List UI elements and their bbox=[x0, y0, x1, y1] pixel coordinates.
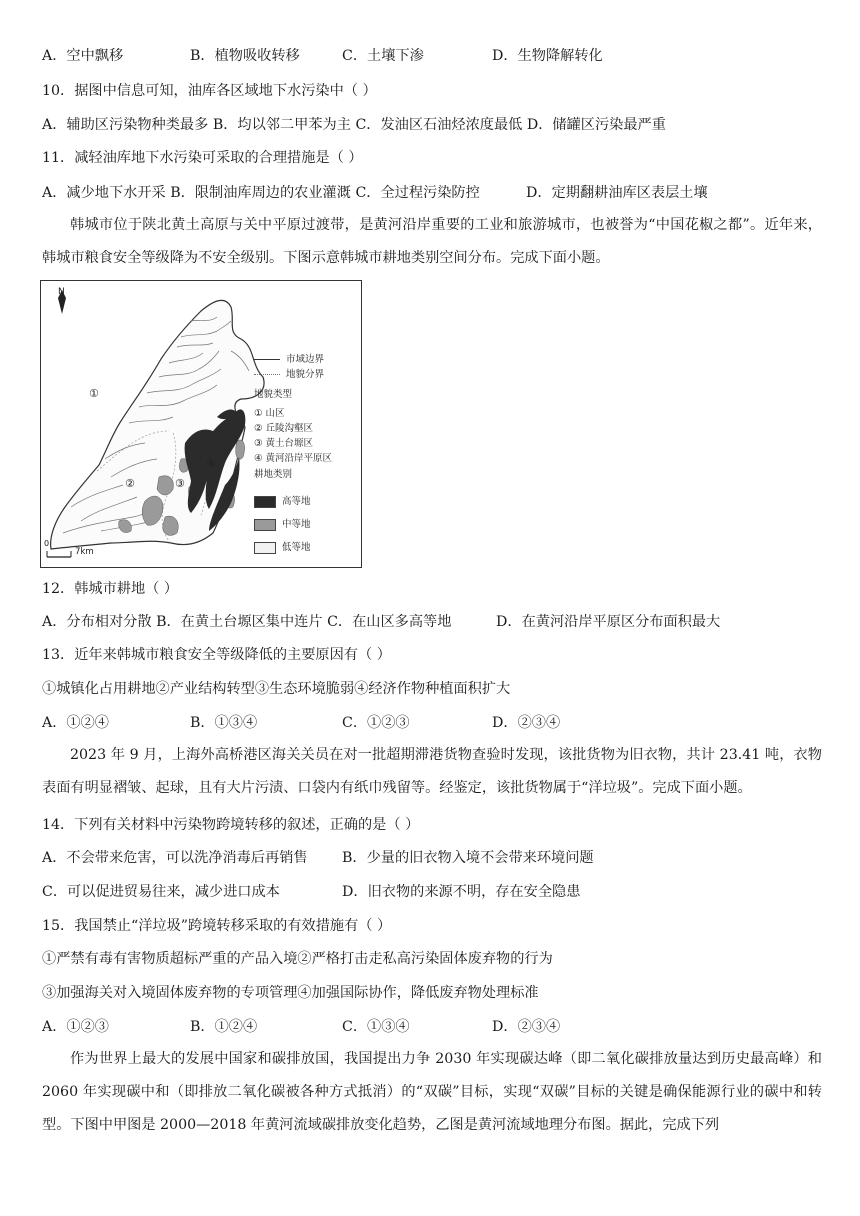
passage-foreign-garbage: 2023 年 9 月，上海外高桥港区海关关员在对一批超期滞港货物查验时发现，该批货物为旧衣物，共计 23.41 吨，衣物表面有明显褶皱、起球，且有大片污渍、口袋内有纸巾残留等。经鉴定，该批货物属于“洋垃圾”。完成下面小题。 bbox=[42, 747, 822, 796]
q12-option-d: D．在黄河沿岸平原区分布面积最大 bbox=[496, 614, 721, 630]
q13-items: ①城镇化占用耕地②产业结构转型③生态环境脆弱④经济作物种植面积扩大 bbox=[42, 681, 511, 697]
q10-stem: 10．据图中信息可知，油库各区域地下水污染中（ ） bbox=[42, 83, 377, 99]
q12-stem: 12．韩城市耕地（ ） bbox=[42, 581, 179, 597]
scale-label: 7km bbox=[75, 547, 94, 557]
q15-option-d: D．②③④ bbox=[492, 1019, 561, 1035]
q15-option-c: C．①③④ bbox=[342, 1019, 410, 1035]
q12-options-abc: A．分布相对分散 B．在黄土台塬区集中连片 C．在山区多高等地 bbox=[42, 614, 452, 630]
q14-option-c: C．可以促进贸易往来，减少进口成本 bbox=[42, 884, 280, 900]
q14-option-d: D．旧衣物的来源不明，存在安全隐患 bbox=[342, 884, 581, 900]
q14-option-b: B．少量的旧衣物入境不会带来环境问题 bbox=[342, 850, 594, 866]
q13-option-a: A．①②④ bbox=[42, 715, 109, 731]
q14-stem: 14．下列有关材料中污染物跨境转移的叙述，正确的是（ ） bbox=[42, 817, 420, 833]
q15-option-b: B．①②④ bbox=[190, 1019, 258, 1035]
legend-landform-3: ③ 黄土台塬区 bbox=[254, 438, 314, 449]
legend-farmland-medium: 中等地 bbox=[254, 518, 311, 532]
q15-items-1: ①严禁有毒有害物质超标严重的产品入境②严格打击走私高污染固体废弃物的行为 bbox=[42, 951, 553, 967]
scale-zero-label: 0 bbox=[44, 539, 50, 548]
legend-farmland-low: 低等地 bbox=[254, 541, 311, 555]
region-label-4: ④ bbox=[206, 457, 216, 470]
legend-landform-boundary: 地貌分界 bbox=[254, 368, 324, 382]
q9-option-c: C．土壤下渗 bbox=[342, 48, 424, 64]
q11-stem: 11．减轻油库地下水污染可采取的合理措施是（ ） bbox=[42, 150, 363, 166]
region-label-3: ③ bbox=[175, 477, 185, 490]
q11-option-d: D．定期翻耕油库区表层土壤 bbox=[526, 185, 708, 201]
q13-option-d: D．②③④ bbox=[492, 715, 561, 731]
legend-city-boundary: 市域边界 bbox=[254, 353, 324, 367]
legend-landform-2: ② 丘陵沟壑区 bbox=[254, 423, 314, 434]
q11-options-abc: A．减少地下水开采 B．限制油库周边的农业灌溉 C．全过程污染防控 bbox=[42, 185, 480, 201]
passage-carbon: 作为世界上最大的发展中国家和碳排放国，我国提出力争 2030 年实现碳达峰（即二氧化碳排放量达到历史最高峰）和 2060 年实现碳中和（即排放二氧化碳被各种方式抵消）的“双碳”目标，实现“双碳”目标的关键是确保能源行业的碳中和转型。下图中甲图是 2000—2018 年黄河流域碳排放变化趋势，乙图是黄河流域地理分布图。据此，完成下列 bbox=[42, 1051, 822, 1133]
hancheng-farmland-map bbox=[40, 280, 362, 568]
north-label: N bbox=[58, 287, 65, 297]
q15-stem: 15．我国禁止“洋垃圾”跨境转移采取的有效措施有（ ） bbox=[42, 918, 392, 934]
q10-options: A．辅助区污染物种类最多 B．均以邻二甲苯为主 C．发油区石油烃浓度最低 D．储罐区污染最严重 bbox=[42, 117, 666, 133]
passage-hancheng: 韩城市位于陕北黄土高原与关中平原过渡带，是黄河沿岸重要的工业和旅游城市，也被誉为“中国花椒之都”。近年来，韩城市粮食安全等级降为不安全级别。下图示意韩城市耕地类别空间分布。完成下面小题。 bbox=[42, 217, 822, 266]
q9-option-d: D．生物降解转化 bbox=[492, 48, 603, 64]
q13-option-b: B．①③④ bbox=[190, 715, 258, 731]
q9-option-b: B．植物吸收转移 bbox=[190, 48, 300, 64]
q15-items-2: ③加强海关对入境固体废弃物的专项管理④加强国际协作，降低废弃物处理标准 bbox=[42, 985, 539, 1001]
legend-farmland-title: 耕地类别 bbox=[254, 469, 293, 480]
region-label-2: ② bbox=[125, 477, 135, 490]
q13-option-c: C．①②③ bbox=[342, 715, 410, 731]
legend-landform-1: ① 山区 bbox=[254, 408, 285, 419]
q15-option-a: A．①②③ bbox=[42, 1019, 109, 1035]
q9-option-a: A．空中飘移 bbox=[42, 48, 124, 64]
map-graphic bbox=[41, 281, 362, 568]
region-label-1: ① bbox=[89, 387, 99, 400]
legend-farmland-high: 高等地 bbox=[254, 495, 311, 509]
legend-landform-4: ④ 黄河沿岸平原区 bbox=[254, 453, 333, 464]
q14-option-a: A．不会带来危害，可以洗净消毒后再销售 bbox=[42, 850, 308, 866]
legend-landform-title: 地貌类型 bbox=[254, 389, 293, 400]
q13-stem: 13．近年来韩城市粮食安全等级降低的主要原因有（ ） bbox=[42, 647, 391, 663]
